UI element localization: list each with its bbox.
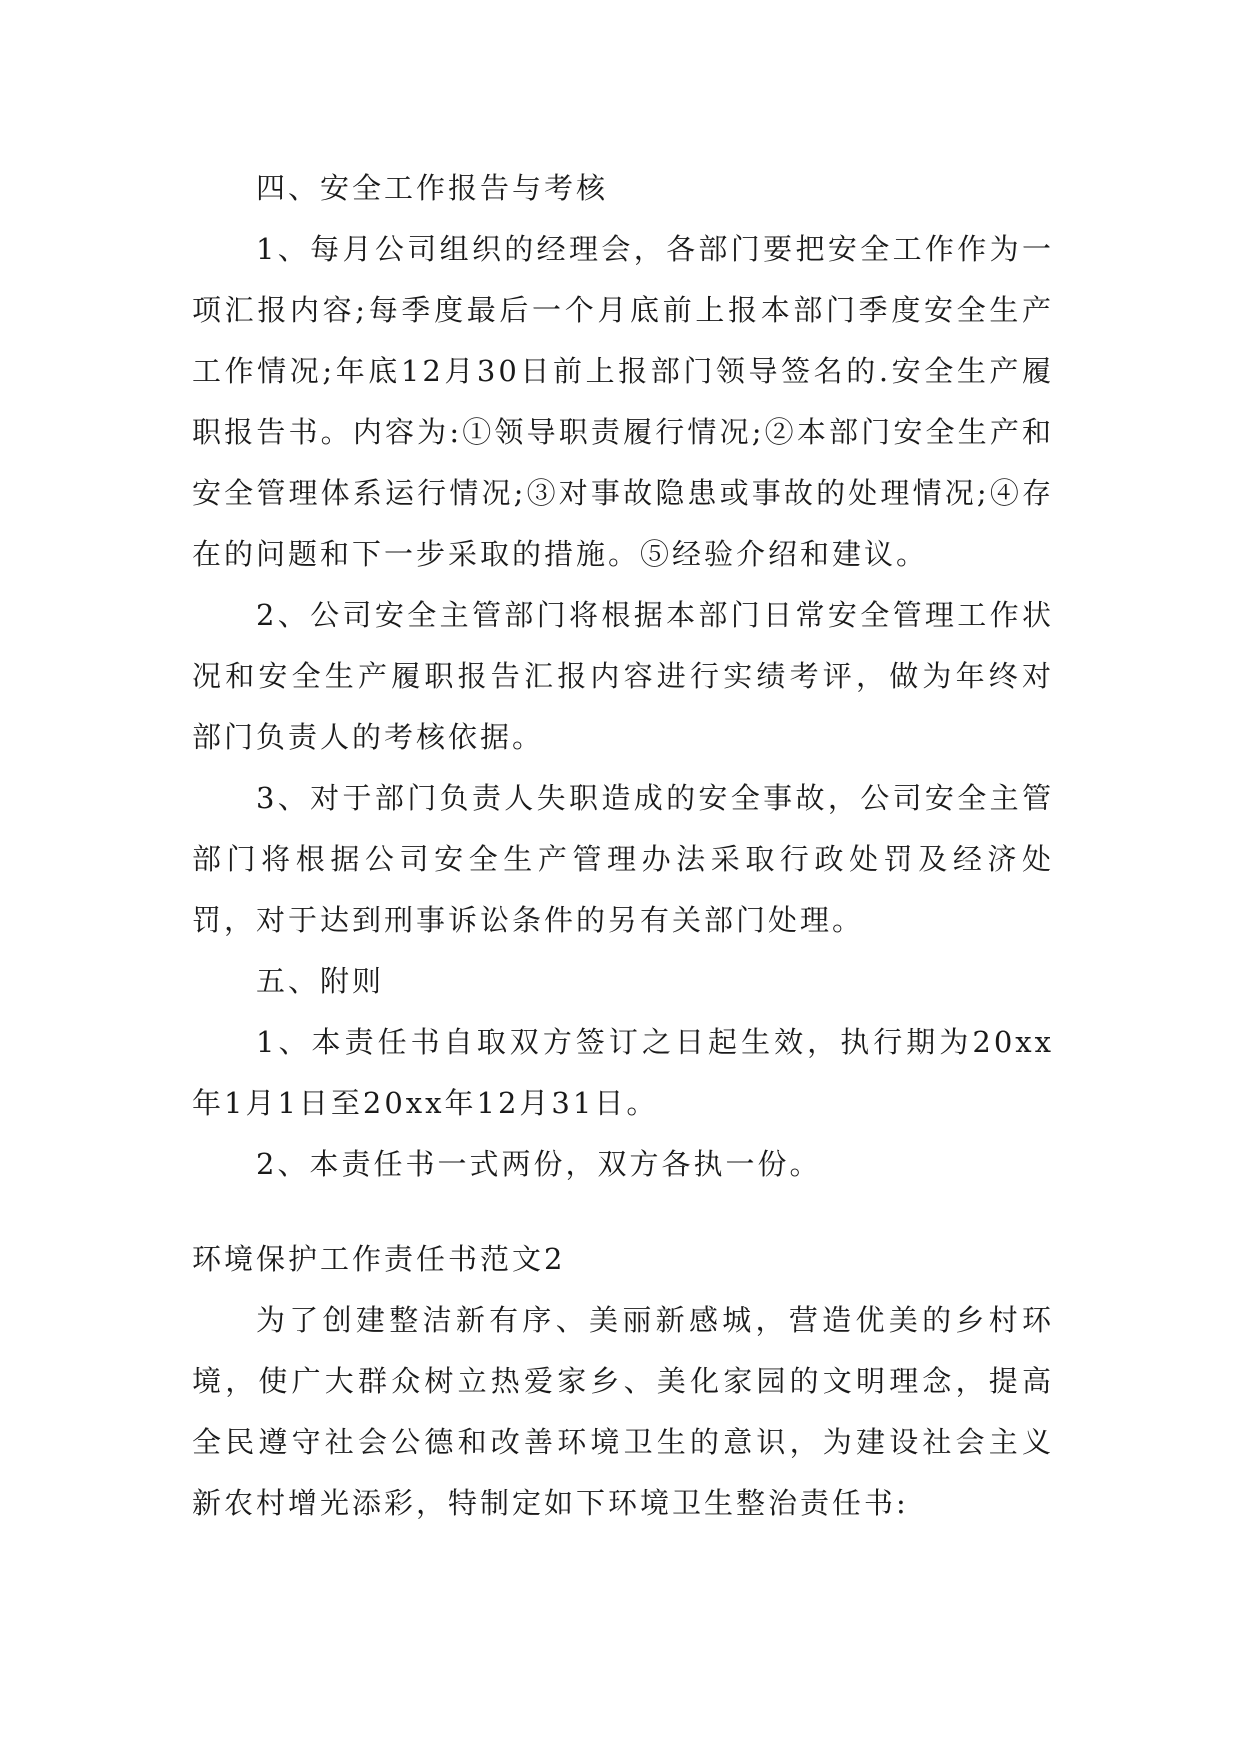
document-2-title: 环境保护工作责任书范文2 <box>192 1242 566 1276</box>
section-4-paragraph-3: 3、对于部门负责人失职造成的安全事故，公司安全主管部门将根据公司安全生产管理办法采取行政处罚及经济处罚，对于达到刑事诉讼条件的另有关部门处理。 <box>192 781 1054 937</box>
document-body <box>192 158 1054 1534</box>
document-2-paragraph-1: 为了创建整洁新有序、美丽新感城，营造优美的乡村环境，使广大群众树立热爱家乡、美化家园的文明理念，提高全民遵守社会公德和改善环境卫生的意识，为建设社会主义新农村增光添彩，特制定如下环境卫生整治责任书: <box>192 1303 1054 1520</box>
section-5-paragraph-1: 1、本责任书自取双方签订之日起生效，执行期为20xx年1月1日至20xx年12月31日。 <box>192 1025 1054 1120</box>
section-4-paragraph-1: 1、每月公司组织的经理会，各部门要把安全工作作为一项汇报内容;每季度最后一个月底前上报本部门季度安全生产工作情况;年底12月30日前上报部门领导签名的.安全生产履职报告书。内容为:①领导职责履行情况;②本部门安全生产和安全管理体系运行情况;③对事故隐患或事故的处理情况;④存在的问题和下一步采取的措施。⑤经验介绍和建议。 <box>192 232 1054 571</box>
section-5-paragraph-2: 2、本责任书一式两份，双方各执一份。 <box>256 1147 822 1181</box>
section-5-heading: 五、附则 <box>256 964 385 998</box>
section-4-paragraph-2: 2、公司安全主管部门将根据本部门日常安全管理工作状况和安全生产履职报告汇报内容进行实绩考评，做为年终对部门负责人的考核依据。 <box>192 598 1054 754</box>
section-4-heading: 四、安全工作报告与考核 <box>256 171 609 205</box>
section-spacer <box>192 1195 1054 1229</box>
